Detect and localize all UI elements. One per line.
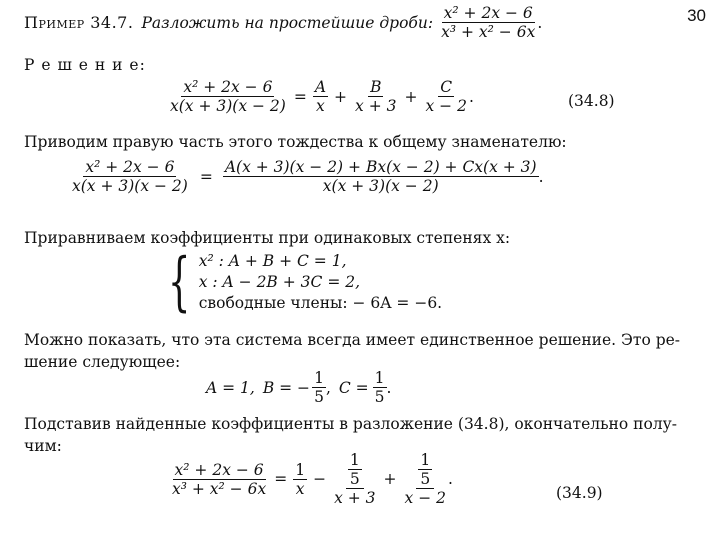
eq1-lhs-denominator: x(x + 3)(x − 2)	[170, 97, 286, 115]
eq1-term-c-denominator: x − 2	[425, 97, 467, 115]
eq3-lhs-fraction	[170, 461, 268, 498]
eq3-term-1	[293, 461, 307, 498]
eq1-lhs-numerator: x² + 2x − 6	[183, 78, 273, 96]
example-header: Пример 34.7. Разложить на простейшие дроби: $\frac{\text{x² + 2x − 6}}{\text{x³ + x² − 6x}}$ .	[24, 4, 543, 41]
paragraph-substitute-1: Подставив найденные коэффициенты в разложение (34.8), окончательно полу-	[24, 415, 678, 433]
equation-34-8: $\frac{\text{x² + 2x − 6}}{x(x + 3)(x - 2)}$ = $\frac{A}{x}$ + $\frac{B}{x + 3}$ + $\frac{C}{x - 2}$ .	[170, 78, 474, 115]
eq3-term-2-inner-numerator: 1	[349, 451, 360, 469]
equation-34-9: $\frac{\text{x² + 2x − 6}}{\text{x³ + x² − 6x}}$ = $\frac{1}{x}$ − $\frac{\frac{1}{5}}{x + 3}$ + $\frac{\frac{1}{5}}{x - 2}$ .	[172, 451, 453, 507]
eq3-lhs-denominator: x³ + x² − 6x	[172, 479, 267, 498]
eq2-lhs-numerator: x² + 2x − 6	[85, 158, 175, 176]
equation-system	[168, 245, 443, 319]
eq1-term-a-numerator: A	[314, 78, 327, 96]
system-line-3: свободные члены: − 6A = −6.	[198, 293, 443, 312]
paragraph-substitute-2: чим:	[24, 437, 62, 455]
paragraph-unique-solution-2: шение следующее:	[24, 353, 181, 371]
eq1-term-b-denominator: x + 3	[355, 97, 397, 115]
eq2-rhs-denominator: x(x + 3)(x − 2)	[322, 177, 439, 195]
eq3-term-2	[332, 451, 377, 507]
eq2-lhs-denominator: x(x + 3)(x − 2)	[72, 177, 188, 195]
eq1-term-a	[313, 78, 328, 115]
eq1-term-c	[423, 78, 468, 115]
solution-c-fraction	[373, 369, 387, 406]
example-label: Пример 34.7.	[24, 13, 134, 32]
eq3-term-3	[403, 451, 448, 507]
eq2-lhs-fraction	[70, 158, 190, 195]
eq3-term-3-inner-numerator: 1	[420, 451, 431, 469]
solution-b: B = −	[262, 378, 311, 397]
equation-tag-34-9: (34.9)	[556, 484, 603, 502]
eq1-lhs-fraction	[168, 78, 288, 115]
system-line-1: x² : A + B + C = 1,	[198, 251, 347, 270]
solution-label: Р е ш е н и е:	[24, 56, 146, 74]
eq3-term-1-numerator: 1	[295, 460, 306, 479]
paragraph-equate-coefficients: Приравниваем коэффициенты при одинаковых степенях x:	[24, 229, 511, 247]
example-fraction-denominator: x³ + x² − 6x	[441, 23, 536, 41]
eq3-term-3-denominator: x − 2	[404, 489, 446, 507]
solution-b-denominator: 5	[314, 388, 324, 406]
eq3-term-1-denominator: x	[295, 479, 305, 498]
solution-values: A = 1, B = − $\frac{1}{5}$ , C = $\frac{1}{5}$ .	[206, 369, 392, 406]
solution-b-fraction	[312, 369, 326, 406]
paragraph-common-denominator: Приводим правую часть этого тождества к общему знаменателю:	[24, 133, 567, 151]
system-line-2: x : A − 2B + 3C = 2,	[198, 272, 361, 291]
eq1-term-a-denominator: x	[316, 97, 325, 115]
eq3-term-3-inner-denominator: 5	[420, 470, 431, 488]
solution-b-numerator: 1	[314, 369, 324, 387]
left-brace: {	[168, 245, 191, 319]
solution-c-numerator: 1	[374, 369, 385, 387]
eq1-term-b	[353, 78, 398, 115]
solution-c-denominator: 5	[374, 388, 385, 406]
example-task: Разложить на простейшие дроби:	[141, 13, 434, 32]
eq3-term-2-denominator: x + 3	[334, 489, 376, 507]
page-number: 30	[687, 6, 706, 25]
example-fraction	[439, 4, 537, 41]
eq3-term-2-inner-fraction	[348, 451, 362, 488]
solution-c: C =	[338, 378, 369, 397]
eq3-term-2-inner-denominator: 5	[349, 470, 360, 488]
eq3-term-3-inner-fraction	[418, 451, 432, 488]
eq3-lhs-numerator: x² + 2x − 6	[174, 460, 264, 479]
eq2-rhs-numerator: A(x + 3)(x − 2) + Bx(x − 2) + Cx(x + 3)	[224, 158, 537, 176]
eq1-term-b-numerator: B	[370, 78, 382, 96]
solution-a: A = 1,	[206, 378, 255, 397]
eq1-term-c-numerator: C	[440, 78, 453, 96]
paragraph-unique-solution-1: Можно показать, что эта система всегда имеет единственное решение. Это ре-	[24, 331, 681, 349]
equation-common-denominator: $\frac{\text{x² + 2x − 6}}{x(x + 3)(x - 2)}$ = $\frac{A(x + 3)(x - 2) + Bx(x - 2) + Cx(x + 3)}{x(x + 3)(x - 2)}$ .	[72, 158, 544, 195]
equation-tag-34-8: (34.8)	[568, 92, 615, 110]
eq2-rhs-fraction	[223, 158, 539, 195]
example-fraction-numerator: x² + 2x − 6	[443, 4, 533, 22]
